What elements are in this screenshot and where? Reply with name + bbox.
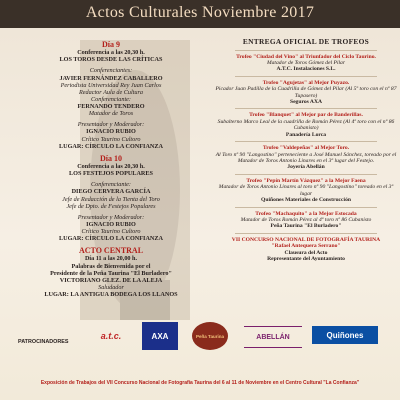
atc-logo: a.t.c. <box>100 331 122 341</box>
day10-speaker: DIEGO CERVERA GARCÍA <box>71 188 151 196</box>
trophy-title: Trofeo "Agujetas" al Mejor Puyazo. <box>262 79 350 86</box>
trophy-desc: Al Toro nº 90 "Langostino" perteneciente a José Manuel Sánchez, toreado por el Matador de Toros Antonio Linares en el 3º lugar del Festejo. <box>215 151 397 164</box>
central-time: Día 11 a las 20,00 h. <box>84 255 138 263</box>
council-representative: Representante del Ayuntamiento <box>267 256 345 263</box>
day10-role2: Jefe de Dpto. de Festejos Populares <box>66 202 156 210</box>
central-welcome2: Presidente de la Peña Taurina "El Burladero" <box>50 269 172 277</box>
trophy-sponsor: Quiñones Materiales de Construcción <box>261 197 351 204</box>
trophy-item <box>215 178 397 204</box>
trophy-sponsor: Panadería Lorca <box>285 131 327 138</box>
day9-speaker1: JAVIER FERNÁNDEZ CABALLERO <box>59 74 163 82</box>
quinones-logo: Quiñones <box>312 326 378 344</box>
day9-speaker1-role1: Periodista Universidad Rey Juan Carlos <box>60 81 162 89</box>
day9-speaker1-role2: Redactor Aula de Cultura <box>79 88 143 96</box>
day9-time: Conferencia a las 20,30 h. <box>77 49 145 57</box>
trophy-sponsor: Peña Taurina "El Burladero" <box>270 223 342 230</box>
trophy-item <box>215 80 397 106</box>
central-heading: ACTO CENTRAL <box>78 246 144 256</box>
day9-date: Día 9 <box>102 40 120 49</box>
trophy-sponsor: Joyería Abellán <box>287 164 325 171</box>
day10-title: LOS FESTEJOS POPULARES <box>69 170 153 178</box>
abellan-logo: ABELLÁN <box>244 326 302 348</box>
trophy-title: Trofeo "Pepín Martín Vázquez" a la Mejor Faena <box>246 177 366 184</box>
trophies-column <box>215 38 397 262</box>
day10-presenter-label: Presentador y Moderador: <box>77 213 145 221</box>
day10-presenter-role: Crítico Taurino Cultoro <box>81 228 141 235</box>
trophy-item <box>215 145 397 171</box>
day9-presenter-role: Crítico Taurino Cultoro <box>81 135 141 143</box>
day10-role1: Jefe de Redacción de la Tienta del Toro <box>62 195 160 203</box>
day10-date: Día 10 <box>100 153 122 163</box>
trophies-heading: ENTREGA OFICIAL DE TROFEOS <box>242 37 370 46</box>
trophy-desc: Subalterno Marco Leal de la cuadrilla de Román Pérez (Al 4º toro con el nº 86 Cubanisto) <box>217 118 395 132</box>
day9-speaker2: FERNANDO TENDERO <box>77 103 145 111</box>
poster-title: Actos Culturales Noviembre 2017 <box>85 4 315 21</box>
day9-presenter-label: Presentador y Moderador: <box>77 121 145 129</box>
trophy-desc: Picador Juan Padilla de la Cuadrilla de Gómez del Pilar (Al 5º toro con el nº 87 Tupasero) <box>215 86 397 99</box>
trophy-title: Trofeo "Blanquet" al Mejor par de Banderillas. <box>249 112 363 119</box>
day10-place: LUGAR: CÍRCULO LA CONFIANZA <box>59 235 163 243</box>
contest-title: VII CONCURSO NACIONAL DE FOTOGRAFÍA TAURINA <box>231 236 381 243</box>
trophy-desc: Matador de Toros Román Pérez al 4º toro nº 86 Cubanisto <box>240 216 372 223</box>
day10-conf-label: Conferenciante: <box>91 181 131 189</box>
day9-conf-label: Conferenciantes: <box>89 67 133 75</box>
day9-place: LUGAR: CÍRCULO LA CONFIANZA <box>59 142 163 150</box>
trophy-sponsor: Seguros AXA <box>289 99 323 106</box>
day10-time: Conferencia a las 20,30 h. <box>77 163 145 170</box>
central-place: LUGAR: LA ANTIGUA BODEGA LOS LLANOS <box>44 291 178 299</box>
trophy-item <box>215 54 397 73</box>
day9-speaker2-role: Matador de Toros <box>88 110 134 118</box>
trophy-desc: Matador de Toros Gómez del Pilar <box>266 59 346 66</box>
closing-act: Clausura del Acto <box>284 249 328 256</box>
pena-taurina-logo: Peña Taurina <box>192 322 228 350</box>
axa-logo: AXA <box>142 322 178 350</box>
trophy-title: Trofeo "Valdepeñas" al Mejor Toro. <box>262 145 350 152</box>
central-welcome1: Palabras de Bienvenida por el <box>71 262 151 270</box>
day9-title: LOS TOROS DESDE LAS CRÍTICAS <box>59 56 163 64</box>
sponsors-label: PATROCINADORES <box>18 339 69 345</box>
contest-subtitle: "Rafael Antequera Serrano" <box>271 243 341 250</box>
central-host: VICTORIANO GLEZ. DE LA ALEJA <box>59 276 163 284</box>
trophy-desc: Matador de Toros Antonio Linares al toro nº 90 "Langostino" toreado en el 3º lugar <box>218 184 394 197</box>
trophy-item <box>215 112 397 138</box>
trophy-sponsor: A.T.C. Instalaciones S.L. <box>276 66 336 73</box>
day9-presenter: IGNACIO RUBIO <box>86 128 136 136</box>
trophy-title: Trofeo "Machaquito" a la Mejor Estocada <box>255 210 357 217</box>
footer-note: Exposición de Trabajos del VII Concurso Nacional de Fotografía Taurina del 6 al 11 de Noviembre en el Centro Cultural "La Confianza" <box>40 380 360 386</box>
trophy-title: Trofeo "Ciudad del Vino" al Triunfador del Ciclo Taurino. <box>236 53 376 60</box>
day10-presenter: IGNACIO RUBIO <box>86 220 136 228</box>
day9-conf-label2: Conferenciante: <box>91 95 131 103</box>
program-column <box>6 40 216 298</box>
trophy-item <box>215 211 397 230</box>
central-host-role: Saludador <box>98 283 124 291</box>
